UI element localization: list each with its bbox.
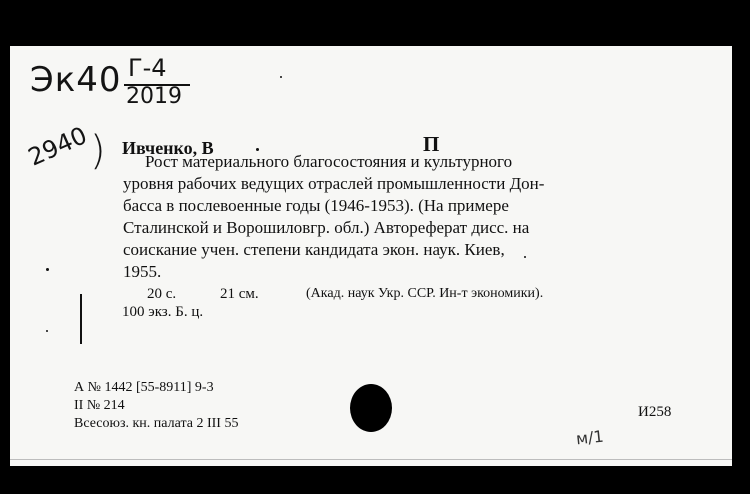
- call-number-bottom: 2019: [126, 84, 182, 109]
- author-heading: Ивченко, В: [122, 138, 214, 158]
- size: 21 см.: [220, 286, 259, 302]
- registry-line: А № 1442 [55-8911] 9-3: [74, 380, 214, 395]
- registry-code: И258: [638, 404, 672, 420]
- description-line: Сталинской и Ворошиловгр. обл.) Автореферат дисс. на: [123, 218, 530, 237]
- call-number-prefix: Эк40: [30, 60, 122, 100]
- description-line: басса в послевоенные годы (1946-1953). (На примере: [123, 196, 509, 215]
- pages: 20 с.: [147, 286, 177, 302]
- call-number-top: Г-4: [128, 54, 167, 82]
- catalog-letter: П: [423, 132, 440, 156]
- print-run: 100 экз. Б. ц.: [122, 304, 204, 320]
- description-line: Рост материального благосостояния и культурного: [145, 152, 513, 171]
- catalog-card: [10, 46, 732, 466]
- description-line: соискание учен. степени кандидата экон. наук. Киев,: [123, 240, 505, 259]
- speckle: [46, 268, 49, 271]
- speckle: [524, 256, 526, 258]
- margin-bracket: ): [90, 128, 106, 174]
- margin-vertical-stroke: [80, 294, 82, 344]
- series: (Акад. наук Укр. ССР. Ин-т экономики).: [306, 286, 544, 301]
- margin-note: 2940: [24, 121, 92, 172]
- handwritten-bottom-mark: м/1: [575, 426, 605, 449]
- description-line: 1955.: [123, 262, 162, 281]
- speckle: [280, 76, 282, 78]
- registry-line: II № 214: [74, 398, 125, 413]
- speckle: [46, 330, 48, 332]
- punch-hole: [350, 384, 392, 432]
- speckle: [256, 148, 259, 151]
- description-line: уровня рабочих ведущих отраслей промышленности Дон-: [123, 174, 545, 193]
- registry-line: Всесоюз. кн. палата 2 III 55: [74, 416, 239, 431]
